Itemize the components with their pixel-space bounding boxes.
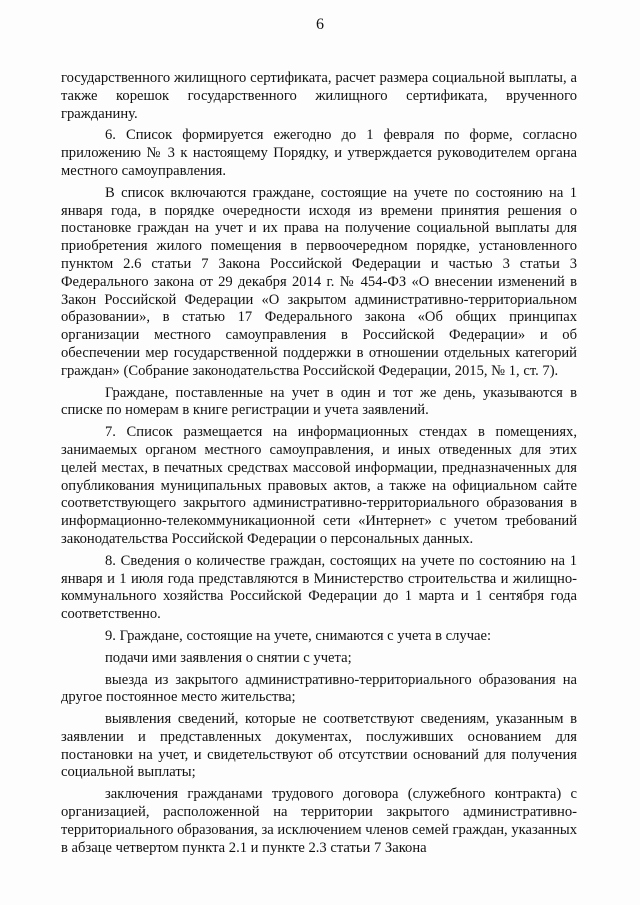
paragraph-list-inclusion: В список включаются граждане, состоящие на учете по состоянию на 1 января года, в порядке очередности исходя из времени принятия решения о постановке граждан на учет и их права на получение социальной выплаты для приобретения жилого помещения в первоочередном порядке, установленного пунктом 2.6 статьи 7 Закона Российской Федерации и частью 3 статьи 3 Федерального закона от 29 декабря 2014 г. № 454-ФЗ «О внесении изменений в Закон Российской Федерации «О закрытом административно-территориальном образовании», в статью 17 Федерального закона «Об общих принципах организации местного самоуправления в Российской Федерации» и об обеспечении мер государственной поддержки в отношении отдельных категорий граждан» (Собрание законодательства Российской Федерации, 2015, № 1, ст. 7). xyxy=(61,184,577,379)
paragraph-9: 9. Граждане, состоящие на учете, снимаются с учета в случае: xyxy=(105,627,492,644)
paragraph-9-item-discrepancy: выявления сведений, которые не соответствуют сведениям, указанным в заявлении и представленных документах, послуживших основанием для постановки на учет, и свидетельствуют об отсутствии оснований для получения социальной выплаты; xyxy=(61,711,577,781)
paragraph-7: 7. Список размещается на информационных стендах в помещениях, занимаемых органом местного самоуправления, и иных отведенных для этих целей местах, в печатных средствах массовой информации, предназначенных для опубликования муниципальных правовых актов, а также на официальном сайте соответствующего закрытого административно-территориального образования в информационно-телекоммуникационной сети «Интернет» с учетом требований законодательства Российской Федерации о персональных данных. xyxy=(61,424,577,547)
document-body xyxy=(61,70,577,857)
paragraph-certificate-continuation: государственного жилищного сертификата, расчет размера социальной выплаты, а также корешок государственного жилищного сертификата, врученного гражданину. xyxy=(61,70,577,122)
paragraph-same-day: Граждане, поставленные на учет в один и тот же день, указываются в списке по номерам в книге регистрации и учета заявлений. xyxy=(61,384,577,419)
paragraph-6: 6. Список формируется ежегодно до 1 февраля по форме, согласно приложению № 3 к настоящему Порядку, и утверждается руководителем органа местного самоуправления. xyxy=(61,127,577,179)
paragraph-8: 8. Сведения о количестве граждан, состоящих на учете по состоянию на 1 января и 1 июля года представляются в Министерство строительства и жилищно-коммунального хозяйства Российской Федерации до 1 марта и 1 сентября года соответственно. xyxy=(61,552,577,623)
paragraph-9-item-employment: заключения гражданами трудового договора (служебного контракта) с организацией, расположенной на территории закрытого административно-территориального образования, за исключением членов семей граждан, указанных в абзаце четвертом пункта 2.1 и пункте 2.3 статьи 7 Закона xyxy=(61,786,577,856)
page-number: 6 xyxy=(316,16,324,33)
paragraph-9-item-departure: выезда из закрытого административно-территориального образования на другое постоянное место жительства; xyxy=(61,671,577,706)
paragraph-9-item-application: подачи ими заявления о снятии с учета; xyxy=(105,649,352,666)
